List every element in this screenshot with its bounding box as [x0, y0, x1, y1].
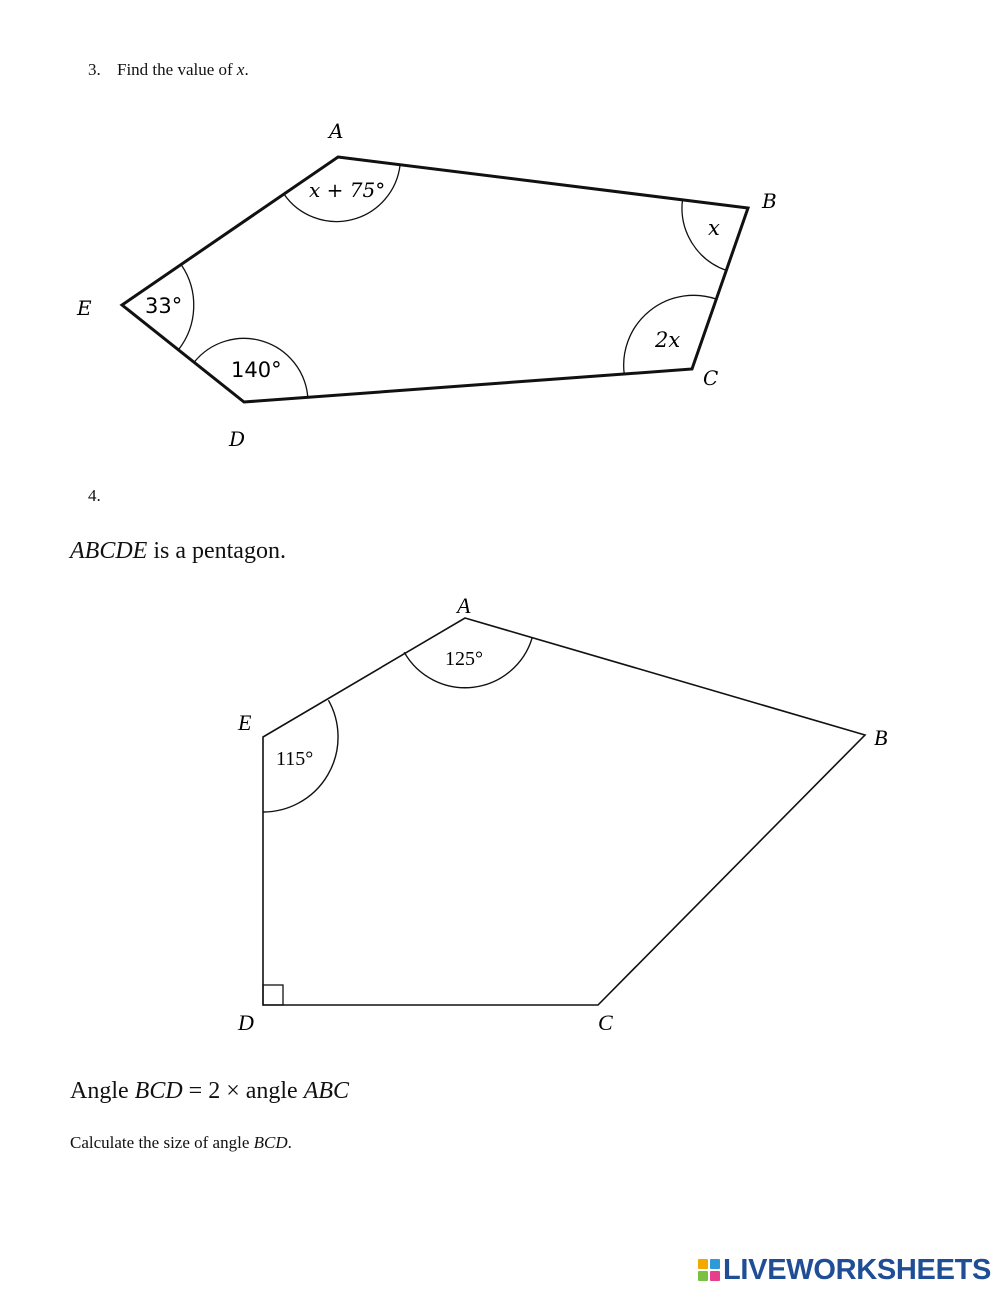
question-4-task	[70, 1133, 292, 1153]
logo-square-3	[698, 1271, 708, 1281]
question-3-prompt: Find the value of	[117, 60, 237, 79]
question-3-diagram	[76, 119, 777, 451]
question-3-number: 3.	[88, 60, 101, 79]
pentagon-name: ABCDE	[70, 538, 148, 564]
statement-rest: is a pentagon.	[147, 538, 286, 564]
logo-square-1	[698, 1259, 708, 1269]
logo-square-4	[710, 1271, 720, 1281]
q3-angle-label-b: x	[708, 216, 720, 240]
task-angle: BCD	[253, 1133, 288, 1152]
question-3-variable: x	[236, 60, 245, 79]
liveworksheets-logo[interactable]	[698, 1254, 991, 1286]
q3-vertex-d: D	[229, 427, 246, 451]
task-prefix: Calculate the size of angle	[70, 1133, 254, 1152]
q3-vertex-e: E	[77, 296, 92, 320]
question-4-diagram	[237, 593, 887, 1035]
logo-text: LIVEWORKSHEETS	[723, 1254, 992, 1286]
question-4-number: 4.	[88, 486, 101, 505]
q4-pentagon	[263, 618, 865, 1005]
task-end: .	[287, 1133, 292, 1152]
q4-angle-label-a: 125°	[445, 648, 483, 670]
question-3-prompt-end: .	[244, 60, 249, 79]
logo-icon	[698, 1259, 720, 1281]
condition-angle-bcd: BCD	[134, 1078, 183, 1104]
q4-vertex-e: E	[238, 710, 252, 735]
q3-vertex-a: A	[329, 119, 344, 143]
q3-angle-label-e: 33°	[145, 294, 183, 318]
logo-square-2	[710, 1259, 720, 1269]
q3-angle-label-c: 2x	[655, 328, 681, 352]
condition-mid: = 2 × angle	[182, 1078, 304, 1104]
q4-right-angle-marker	[263, 985, 283, 1005]
q3-vertex-b: B	[762, 189, 777, 213]
q4-vertex-b: B	[874, 725, 888, 750]
q4-vertex-c: C	[598, 1010, 613, 1035]
q3-vertex-c: C	[703, 366, 719, 390]
q4-vertex-d: D	[238, 1010, 254, 1035]
question-4-condition	[70, 1078, 349, 1105]
condition-angle-abc: ABC	[303, 1078, 350, 1104]
q4-angle-label-e: 115°	[276, 748, 314, 770]
question-4-statement	[70, 538, 286, 565]
q3-angle-label-a: x + 75°	[309, 178, 386, 202]
condition-prefix: Angle	[70, 1078, 135, 1104]
q3-angle-label-d: 140°	[231, 358, 282, 382]
q3-pentagon	[122, 157, 748, 402]
q4-vertex-a: A	[457, 593, 471, 618]
